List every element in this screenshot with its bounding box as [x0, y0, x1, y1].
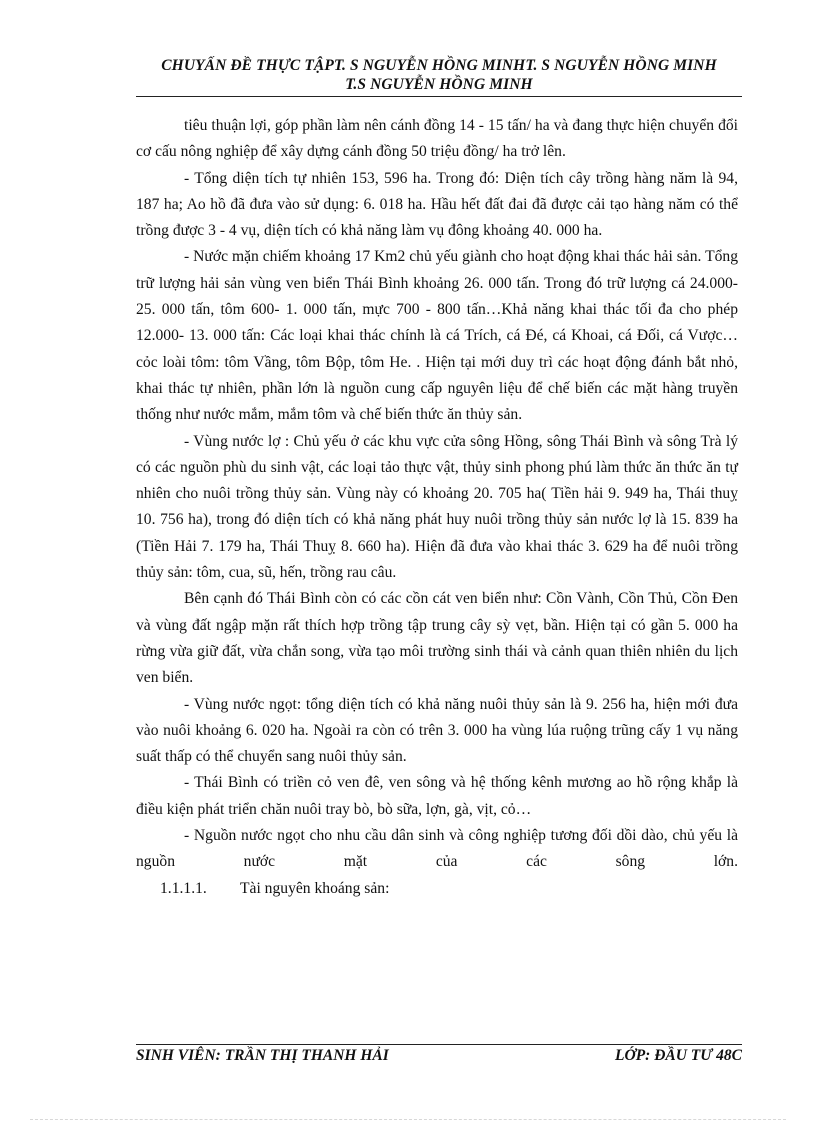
paragraph-continuation: tiêu thuận lợi, góp phần làm nên cánh đồng 14 - 15 tấn/ ha và đang thực hiện chuyển đổi cơ cấu nông nghiệp để xây dựng cánh đồng 50 triệu đồng/ ha trở lên.: [136, 117, 738, 161]
page-boundary: [30, 1119, 786, 1120]
paragraph-fresh-water-supply: - Nguồn nước ngọt cho nhu cầu dân sinh và công nghiệp tương đối dồi dào, chủ yếu là nguồn nước mặt của các sông lớn.: [136, 827, 738, 871]
header-line-1: CHUYẤN ĐỀ THỰC TẬPT. S NGUYỄN HỒNG MINHT. S NGUYỄN HỒNG MINH: [161, 57, 717, 74]
paragraph-salt-water: - Nước mặn chiếm khoảng 17 Km2 chủ yếu giành cho hoạt động khai thác hải sản. Tổng trữ lượng hải sản vùng ven biển Thái Bình khoảng 26. 000 tấn. Trong đó trữ lượng cá 24.000- 25. 000 tấn, tôm 600- 1. 000 tấn, mực 700 - 800 tấn…Khả năng khai thác tối đa cho phép 12.000- 13. 000 tấn: Các loại khai thác chính là cá Trích, cá Đé, cá Khoai, cá Đối, cá Vược…cỏc loài tôm: tôm Vầng, tôm Bộp, tôm He. . Hiện tại mới duy trì các hoạt động đánh bắt nhỏ, khai thác tự nhiên, phần lớn là nguồn cung cấp nguyên liệu để chế biến các mặt hàng truyền thống như nước mắm, mắm tôm và chế biến thức ăn thủy sản.: [136, 248, 738, 424]
paragraph-fresh-water: - Vùng nước ngọt: tổng diện tích có khả năng nuôi thủy sản là 9. 256 ha, hiện mới đưa vào nuôi khoảng 6. 020 ha. Ngoài ra còn có trên 3. 000 ha vùng lúa ruộng trũng cấy 1 vụ năng suất thấp có thể chuyển sang nuôi thủy sản.: [136, 695, 738, 766]
section-heading: [136, 876, 738, 902]
header-rule: [136, 96, 742, 97]
header-line-2: T.S NGUYỄN HỒNG MINH: [345, 76, 533, 93]
page-header: [136, 56, 742, 94]
footer-class: LỚP: ĐẦU TƯ 48C: [615, 1047, 742, 1064]
section-number: 1.1.1.1.: [160, 879, 207, 897]
paragraph-livestock: - Thái Bình có triền cỏ ven đê, ven sông và hệ thống kênh mương ao hồ rộng khắp là điều kiện phát triển chăn nuôi tray bò, bò sữa, lợn, gà, vịt, cỏ…: [136, 774, 738, 818]
paragraph-coastal-dunes: Bên cạnh đó Thái Bình còn có các cồn cát ven biển như: Cồn Vành, Cồn Thủ, Cồn Đen và vùng đất ngập mặn rất thích hợp trồng tập trung cây sỳ vẹt, bần. Hiện tại có gần 5. 000 ha rừng vừa giữ đất, vừa chắn song, vừa tạo môi trường sinh thái và cảnh quan thiên nhiên du lịch ven biển.: [136, 590, 738, 687]
footer-rule: [136, 1044, 742, 1045]
document-body: [136, 113, 738, 902]
paragraph-land-area: - Tổng diện tích tự nhiên 153, 596 ha. Trong đó: Diện tích cây trồng hàng năm là 94, 187 ha; Ao hồ đã đưa vào sử dụng: 6. 018 ha. Hầu hết đất đai đã được cải tạo hàng năm có thể trồng được 3 - 4 vụ, diện tích có khả năng làm vụ đông khoảng 40. 000 ha.: [136, 169, 738, 240]
footer-student: SINH VIÊN: TRẦN THỊ THANH HẢI: [136, 1047, 389, 1064]
section-title: Tài nguyên khoáng sản:: [240, 879, 390, 897]
paragraph-brackish-water: - Vùng nước lợ : Chủ yếu ở các khu vực cửa sông Hồng, sông Thái Bình và sông Trà lý có các nguồn phù du sinh vật, các loại tảo thực vật, thủy sinh phong phú làm thức ăn thức ăn tự nhiên cho nuôi trồng thủy sản. Vùng này có khoảng 20. 705 ha( Tiền hải 9. 949 ha, Thái thuỵ 10. 756 ha), trong đó diện tích có khả năng phát huy nuôi trồng thủy sản nước lợ là 15. 839 ha (Tiền Hải 7. 179 ha, Thái Thuỵ 8. 660 ha). Hiện đã đưa vào khai thác 3. 629 ha để nuôi trồng thủy sản: tôm, cua, sũ, hến, trồng rau câu.: [136, 432, 738, 582]
